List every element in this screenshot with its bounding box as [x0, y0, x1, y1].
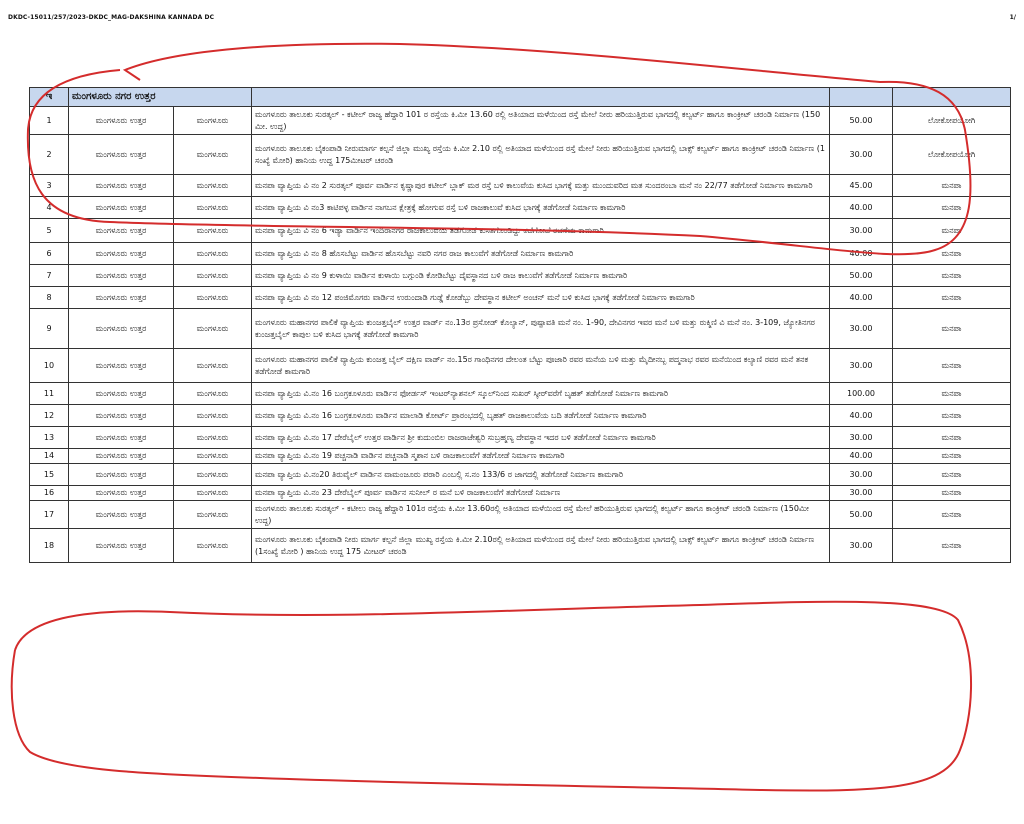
constituency-cell: ಮಂಗಳೂರು ಉತ್ತರ	[69, 464, 174, 486]
constituency-cell: ಮಂಗಳೂರು ಉತ್ತರ	[69, 107, 174, 135]
serial-number-cell: 7	[30, 265, 69, 287]
implementing-agency-cell: ಮನಪಾ	[893, 349, 1011, 383]
section-blank-cell	[893, 88, 1011, 107]
constituency-cell: ಮಂಗಳೂರು ಉತ್ತರ	[69, 265, 174, 287]
constituency-cell: ಮಂಗಳೂರು ಉತ್ತರ	[69, 197, 174, 219]
implementing-agency-cell: ಲೋಕೋಪಯೋಗಿ	[893, 135, 1011, 175]
serial-number-cell: 3	[30, 175, 69, 197]
serial-number-cell: 6	[30, 243, 69, 265]
work-description-cell: ಮನಪಾ ವ್ಯಾಪ್ತಿಯ ವಿ.ನಂ 16 ಬಂಗ್ರಕೂಳೂರು ವಾರ್ಡಿನ ಮಾಲಾಡಿ ಕೋರ್ಟ್ ಪ್ರಾರಂಭದಲ್ಲಿ ಬೃಹತ್ ರಾಜಕಾಲುವೆಯ ಬದಿ ತಡೆಗೋಡೆ ನಿರ್ಮಾಣ ಕಾಮಗಾರಿ	[252, 405, 830, 427]
lower-annotation-loop	[12, 602, 971, 791]
amount-cell: 40.00	[830, 197, 893, 219]
serial-number-cell: 17	[30, 501, 69, 529]
table-row	[30, 197, 1011, 219]
taluk-cell: ಮಂಗಳೂರು	[174, 243, 252, 265]
implementing-agency-cell: ಮನಪಾ	[893, 464, 1011, 486]
serial-number-cell: 8	[30, 287, 69, 309]
constituency-cell: ಮಂಗಳೂರು ಉತ್ತರ	[69, 175, 174, 197]
table-row	[30, 265, 1011, 287]
work-description-cell: ಮಂಗಳೂರು ಮಹಾನಗರ ಪಾಲಿಕೆ ವ್ಯಾಪ್ತಿಯ ಕುಂಜತ್ತ ಬೈಲ್ ದಕ್ಷಿಣ ವಾರ್ಡ್ ನಂ.15ರ ಗಾಂಧಿನಗರ ದೇಲಂತ ಬೆಟ್ಟು ಪೂಜಾರಿ ರವರ ಮನೆಯ ಬಳಿ ಮತ್ತು ಮೈದೀನಬ್ಬ ಪದ್ಮನಾಭ ರವರ ಮನೆಯಿಂದ ಕಲ್ಯಾಣಿ ರವರ ಮನೆ ತನಕ ತಡೆಗೋಡೆ ಕಾಮಗಾರಿ	[252, 349, 830, 383]
table-row	[30, 309, 1011, 349]
table-row	[30, 243, 1011, 265]
implementing-agency-cell: ಮನಪಾ	[893, 529, 1011, 563]
serial-number-cell: 5	[30, 219, 69, 243]
amount-cell: 30.00	[830, 464, 893, 486]
taluk-cell: ಮಂಗಳೂರು	[174, 287, 252, 309]
table-row	[30, 501, 1011, 529]
amount-cell: 30.00	[830, 427, 893, 449]
work-description-cell: ಮನಪಾ ವ್ಯಾಪ್ತಿಯ ವಿ ನಂ 8 ಹೊಸಬೆಟ್ಟು ವಾರ್ಡಿನ ಹೊಸಬೆಟ್ಟು ನವರಿ ನಗರ ರಾಜ ಕಾಲುವೆಗೆ ತಡೆಗೋಡೆ ನಿರ್ಮಾಣ ಕಾಮಗಾರಿ	[252, 243, 830, 265]
taluk-cell: ಮಂಗಳೂರು	[174, 265, 252, 287]
taluk-cell: ಮಂಗಳೂರು	[174, 219, 252, 243]
table-row	[30, 449, 1011, 464]
amount-cell: 45.00	[830, 175, 893, 197]
taluk-cell: ಮಂಗಳೂರು	[174, 175, 252, 197]
work-description-cell: ಮನಪಾ ವ್ಯಾಪ್ತಿಯ ವಿ ನಂ 2 ಸುರತ್ಕಲ್ ಪೂರ್ವ ವಾರ್ಡಿನ ಕೃಷ್ಣಾಪುರ ಕಟೀಲ್ ಬ್ಲಾಕ್ ಮಠ ರಸ್ತೆ ಬಳಿ ಕಾಲುವೆಯ ಕುಸಿದ ಭಾಗಕ್ಕೆ ಮತ್ತು ಮುಂದುವರಿದ ಮತ ಸುಂದರಂಬಾ ಮನೆ ನಂ 22/77 ತಡೆಗೋಡೆ ನಿರ್ಮಾಣ ಕಾಮಗಾರಿ	[252, 175, 830, 197]
implementing-agency-cell: ಮನಪಾ	[893, 501, 1011, 529]
implementing-agency-cell: ಮನಪಾ	[893, 287, 1011, 309]
taluk-cell: ಮಂಗಳೂರು	[174, 383, 252, 405]
work-description-cell: ಮನಪಾ ವ್ಯಾಪ್ತಿಯ ವಿ.ನಂ 19 ಪಚ್ಚನಾಡಿ ವಾರ್ಡಿನ ಪಚ್ಚನಾಡಿ ಸ್ಮಶಾನ ಬಳಿ ರಾಜಕಾಲುವೆಗೆ ತಡೆಗೋಡೆ ನಿರ್ಮಾಣ ಕಾಮಗಾರಿ	[252, 449, 830, 464]
serial-number-cell: 4	[30, 197, 69, 219]
work-description-cell: ಮಂಗಳೂರು ಮಹಾನಗರ ಪಾಲಿಕೆ ವ್ಯಾಪ್ತಿಯ ಕುಂಜತ್ತಬೈಲ್ ಉತ್ತರ ವಾರ್ಡ್ ನಂ.13ರ ಪ್ರಸೋಡ್ ಕೊಲ್ಯಾನ್, ಪುಷ್ಪಾವತಿ ಮನೆ ನಂ. 1-90, ದೇವಿನಗರ ಇವರ ಮನೆ ಬಳಿ ಮತ್ತು ರುಕ್ಮಿಣಿ ವಿ ಮನೆ ನಂ. 3-109, ಜ್ಯೋತಿನಗರ ಕುಂಜತ್ತಬೈಲ್ ಕಾಪುಲ ಬಳಿ ಕುಸಿದ ಭಾಗಕ್ಕೆ ತಡೆಗೋಡೆ ಕಾಮಗಾರಿ	[252, 309, 830, 349]
implementing-agency-cell: ಮನಪಾ	[893, 383, 1011, 405]
taluk-cell: ಮಂಗಳೂರು	[174, 197, 252, 219]
constituency-cell: ಮಂಗಳೂರು ಉತ್ತರ	[69, 219, 174, 243]
work-description-cell: ಮನಪಾ ವ್ಯಾಪ್ತಿಯ ವಿ.ನಂ 16 ಬಂಗ್ರಕೂಳೂರು ವಾರ್ಡಿನ ಫೋರ್ಡಸ್ ಇಂಟರ್‌ನ್ಯಾಶನಲ್ ಸ್ಕೂಲ್‌ನಿಂದ ಸುಖರ್ ಸ್ಕೀರ್‌ವರೆಗೆ ಬೃಹತ್ ತಡೆಗೋಡೆ ನಿರ್ಮಾಣ ಕಾಮಗಾರಿ	[252, 383, 830, 405]
serial-number-cell: 15	[30, 464, 69, 486]
work-description-cell: ಮನಪಾ ವ್ಯಾಪ್ತಿಯ ವಿ ನಂ 12 ಪಂಜಿಮೊಗರು ವಾರ್ಡಿನ ಉರುಂದಾಡಿ ಗುಡ್ಡೆ ಕೋಡೆಬ್ಬು ದೇವಸ್ಥಾನ ಕಟೀಲ್ ಅಂಚನ್ ಮನೆ ಬಳಿ ಕುಸಿದ ಭಾಗಕ್ಕೆ ತಡೆಗೋಡೆ ನಿರ್ಮಾಣ ಕಾಮಗಾರಿ	[252, 287, 830, 309]
work-description-cell: ಮನಪಾ ವ್ಯಾಪ್ತಿಯ ವಿ.ನಂ 17 ದೇರೆಬೈಲ್ ಉತ್ತರ ವಾರ್ಡಿನ ಶ್ರೀ ಕುದುಂಬಿಲ ರಾಜರಾಜೇಶ್ವರಿ ಸುಬ್ರಹ್ಮಣ್ಯ ದೇವಸ್ಥಾನ ಇದರ ಬಳಿ ತಡೆಗೋಡೆ ನಿರ್ಮಾಣ ಕಾಮಗಾರಿ	[252, 427, 830, 449]
taluk-cell: ಮಂಗಳೂರು	[174, 349, 252, 383]
table-row	[30, 219, 1011, 243]
section-blank-cell	[252, 88, 830, 107]
amount-cell: 40.00	[830, 287, 893, 309]
amount-cell: 30.00	[830, 529, 893, 563]
taluk-cell: ಮಂಗಳೂರು	[174, 529, 252, 563]
section-header-row	[30, 88, 1011, 107]
taluk-cell: ಮಂಗಳೂರು	[174, 449, 252, 464]
implementing-agency-cell: ಮನಪಾ	[893, 449, 1011, 464]
amount-cell: 50.00	[830, 265, 893, 287]
work-description-cell: ಮನಪಾ ವ್ಯಾಪ್ತಿಯ ವಿ ನಂ3 ಕಾಟಿಪಳ್ಳ ವಾರ್ಡಿನ ನಾಗಬನ ಕ್ಷೇತ್ರಕ್ಕೆ ಹೋಗುವ ರಸ್ತೆ ಬಳಿ ರಾಜಕಾಲುವೆ ಕುಸಿದ ಭಾಗಕ್ಕೆ ತಡೆಗೋಡೆ ನಿರ್ಮಾಣ ಕಾಮಗಾರಿ	[252, 197, 830, 219]
table-row	[30, 287, 1011, 309]
table-row	[30, 349, 1011, 383]
amount-cell: 50.00	[830, 107, 893, 135]
taluk-cell: ಮಂಗಳೂರು	[174, 107, 252, 135]
implementing-agency-cell: ಲೋಕೋಪಯೋಗಿ	[893, 107, 1011, 135]
work-description-cell: ಮಂಗಳೂರು ತಾಲೂಕು ಸುರತ್ಕಲ್ - ಕಟೀಲು ರಾಜ್ಯ ಹೆದ್ದಾರಿ 101ರ ರಸ್ತೆಯ ಕಿ.ಮೀ 13.60ರಲ್ಲಿ ಅತಿಯಾದ ಮಳೆಯಿಂದ ರಸ್ತೆ ಮೇಲೆ ಹರಿಯುತ್ತಿರುವ ಭಾಗದಲ್ಲಿ ಕಲ್ವರ್ಟ್ ಹಾಗೂ ಕಾಂಕ್ರೀಟ್ ಚರಂಡಿ ನಿರ್ಮಾಣ (150ಮೀ ಉದ್ದ)	[252, 501, 830, 529]
constituency-cell: ಮಂಗಳೂರು ಉತ್ತರ	[69, 486, 174, 501]
amount-cell: 40.00	[830, 405, 893, 427]
work-description-cell: ಮಂಗಳೂರು ತಾಲೂಕು ಬೈಕಂಪಾಡಿ ನೀರು ಮಾರ್ಗ ಕಲ್ಪನೆ ಜಿಲ್ಲಾ ಮುಖ್ಯ ರಸ್ತೆಯ ಕಿ.ಮೀ 2.10ರಲ್ಲಿ ಅತಿಯಾದ ಮಳೆಯಿಂದ ರಸ್ತೆ ಮೇಲೆ ನೀರು ಹರಿಯುತ್ತಿರುವ ಭಾಗದಲ್ಲಿ ಬಾಕ್ಸ್ ಕಲ್ವರ್ಟ್ ಹಾಗೂ ಕಾಂಕ್ರೀಟ್ ಚರಂಡಿ ನಿರ್ಮಾಣ (1ಸಂಖ್ಯೆ ಮೋರಿ ) ಹಾನಿಯ ಉದ್ದ 175 ಮೀಟರ್ ಚರಂಡಿ	[252, 529, 830, 563]
amount-cell: 30.00	[830, 349, 893, 383]
work-description-cell: ಮನಪಾ ವ್ಯಾಪ್ತಿಯ ವಿ.ನಂ 23 ದೇರೆಬೈಲ್ ಪೂರ್ವ ವಾರ್ಡಿನ ಸುನೀಲ್ ರ ಮನೆ ಬಳಿ ರಾಜಕಾಲುವೆಗೆ ತಡೆಗೋಡೆ ನಿರ್ಮಾಣ	[252, 486, 830, 501]
amount-cell: 30.00	[830, 219, 893, 243]
work-description-cell: ಮನಪಾ ವ್ಯಾಪ್ತಿಯ ವಿ ನಂ 9 ಕುಳಾಯಿ ವಾರ್ಡಿನ ಕುಳಾಯಿ ಬಗ್ಗುಂಡಿ ಕೋಡಿಬೆಟ್ಟು ದೈವಸ್ಥಾನದ ಬಳಿ ರಾಜ ಕಾಲುವೆಗೆ ತಡೆಗೋಡೆ ನಿರ್ಮಾಣ ಕಾಮಗಾರಿ	[252, 265, 830, 287]
works-table	[29, 87, 1011, 563]
amount-cell: 40.00	[830, 449, 893, 464]
page-number: 1/	[1009, 14, 1016, 21]
table-row	[30, 175, 1011, 197]
section-title: ಮಂಗಳೂರು ನಗರ ಉತ್ತರ	[69, 88, 252, 107]
document-reference: DKDC-15011/257/2023-DKDC_MAG-DAKSHINA KANNADA DC	[8, 14, 215, 21]
constituency-cell: ಮಂಗಳೂರು ಉತ್ತರ	[69, 383, 174, 405]
section-blank-cell	[830, 88, 893, 107]
table-row	[30, 486, 1011, 501]
implementing-agency-cell: ಮನಪಾ	[893, 405, 1011, 427]
constituency-cell: ಮಂಗಳೂರು ಉತ್ತರ	[69, 349, 174, 383]
amount-cell: 100.00	[830, 383, 893, 405]
constituency-cell: ಮಂಗಳೂರು ಉತ್ತರ	[69, 309, 174, 349]
work-description-cell: ಮಂಗಳೂರು ತಾಲೂಕು ಬೈಕಂಪಾಡಿ ನೀರುಮಾರ್ಗ ಕಲ್ಪನೆ ಜಿಲ್ಲಾ ಮುಖ್ಯ ರಸ್ತೆಯ ಕಿ.ಮೀ 2.10 ರಲ್ಲಿ ಅತಿಯಾದ ಮಳೆಯಿಂದ ರಸ್ತೆ ಮೇಲೆ ನೀರು ಹರಿಯುತ್ತಿರುವ ಭಾಗದಲ್ಲಿ ಬಾಕ್ಸ್ ಕಲ್ವರ್ಟ್ ಹಾಗೂ ಕಾಂಕ್ರೀಟ್ ಚರಂಡಿ ನಿರ್ಮಾಣ (1 ಸಂಖ್ಯೆ ಮೋರಿ) ಹಾನಿಯ ಉದ್ದ 175ಮೀಟರ್ ಚರಂಡಿ	[252, 135, 830, 175]
implementing-agency-cell: ಮನಪಾ	[893, 243, 1011, 265]
amount-cell: 50.00	[830, 501, 893, 529]
serial-number-cell: 11	[30, 383, 69, 405]
taluk-cell: ಮಂಗಳೂರು	[174, 427, 252, 449]
amount-cell: 30.00	[830, 309, 893, 349]
implementing-agency-cell: ಮನಪಾ	[893, 219, 1011, 243]
table-row	[30, 383, 1011, 405]
section-number: ಇ	[30, 88, 69, 107]
constituency-cell: ಮಂಗಳೂರು ಉತ್ತರ	[69, 405, 174, 427]
table-row	[30, 529, 1011, 563]
serial-number-cell: 2	[30, 135, 69, 175]
taluk-cell: ಮಂಗಳೂರು	[174, 309, 252, 349]
serial-number-cell: 16	[30, 486, 69, 501]
amount-cell: 40.00	[830, 243, 893, 265]
implementing-agency-cell: ಮನಪಾ	[893, 486, 1011, 501]
constituency-cell: ಮಂಗಳೂರು ಉತ್ತರ	[69, 449, 174, 464]
serial-number-cell: 1	[30, 107, 69, 135]
implementing-agency-cell: ಮನಪಾ	[893, 309, 1011, 349]
table-row	[30, 427, 1011, 449]
implementing-agency-cell: ಮನಪಾ	[893, 197, 1011, 219]
taluk-cell: ಮಂಗಳೂರು	[174, 501, 252, 529]
taluk-cell: ಮಂಗಳೂರು	[174, 464, 252, 486]
serial-number-cell: 12	[30, 405, 69, 427]
taluk-cell: ಮಂಗಳೂರು	[174, 135, 252, 175]
taluk-cell: ಮಂಗಳೂರು	[174, 486, 252, 501]
serial-number-cell: 13	[30, 427, 69, 449]
implementing-agency-cell: ಮನಪಾ	[893, 427, 1011, 449]
constituency-cell: ಮಂಗಳೂರು ಉತ್ತರ	[69, 243, 174, 265]
table-row	[30, 107, 1011, 135]
constituency-cell: ಮಂಗಳೂರು ಉತ್ತರ	[69, 287, 174, 309]
constituency-cell: ಮಂಗಳೂರು ಉತ್ತರ	[69, 501, 174, 529]
amount-cell: 30.00	[830, 135, 893, 175]
table-row	[30, 464, 1011, 486]
serial-number-cell: 9	[30, 309, 69, 349]
constituency-cell: ಮಂಗಳೂರು ಉತ್ತರ	[69, 135, 174, 175]
table-row	[30, 135, 1011, 175]
work-description-cell: ಮಂಗಳೂರು ತಾಲೂಕು ಸುರತ್ಕಲ್ - ಕಟೀಲ್ ರಾಜ್ಯ ಹೆದ್ದಾರಿ 101 ರ ರಸ್ತೆಯ ಕಿ.ಮೀ 13.60 ರಲ್ಲಿ ಅತಿಯಾದ ಮಳೆಯಿಂದ ರಸ್ತೆ ಮೇಲೆ ನೀರು ಹರಿಯುತ್ತಿರುವ ಭಾಗದಲ್ಲಿ ಕಲ್ವರ್ಟ್ ಹಾಗೂ ಕಾಂಕ್ರೀಟ್ ಚರಂಡಿ ನಿರ್ಮಾಣ (150 ಮೀ. ಉದ್ದ)	[252, 107, 830, 135]
implementing-agency-cell: ಮನಪಾ	[893, 265, 1011, 287]
work-description-cell: ಮನಪಾ ವ್ಯಾಪ್ತಿಯ ವಿ.ನಂ20 ತಿರುವೈಲ್ ವಾರ್ಡಿನ ವಾಮಂಜೂರು ಪರಾರಿ ಎಂಬಲ್ಲಿ ಸ.ನಂ 133/6 ರ ಜಾಗದಲ್ಲಿ ತಡೆಗೋಡೆ ನಿರ್ಮಾಣ ಕಾಮಗಾರಿ	[252, 464, 830, 486]
constituency-cell: ಮಂಗಳೂರು ಉತ್ತರ	[69, 427, 174, 449]
constituency-cell: ಮಂಗಳೂರು ಉತ್ತರ	[69, 529, 174, 563]
implementing-agency-cell: ಮನಪಾ	[893, 175, 1011, 197]
serial-number-cell: 10	[30, 349, 69, 383]
taluk-cell: ಮಂಗಳೂರು	[174, 405, 252, 427]
serial-number-cell: 14	[30, 449, 69, 464]
table-row	[30, 405, 1011, 427]
serial-number-cell: 18	[30, 529, 69, 563]
work-description-cell: ಮನಪಾ ವ್ಯಾಪ್ತಿಯ ವಿ ನಂ 6 ಇಡ್ಯಾ ವಾರ್ಡಿನ ಇಂದಿರಾನಗರ ರಾಜಕಾಲುವೆಯ ತಡೆಗೋಡೆ ಕುಸಿತಗೊಂಡಿದ್ದು ತಡೆಗೋಡೆ ರಚನೆಯ ಕಾಮಗಾರಿ	[252, 219, 830, 243]
amount-cell: 30.00	[830, 486, 893, 501]
